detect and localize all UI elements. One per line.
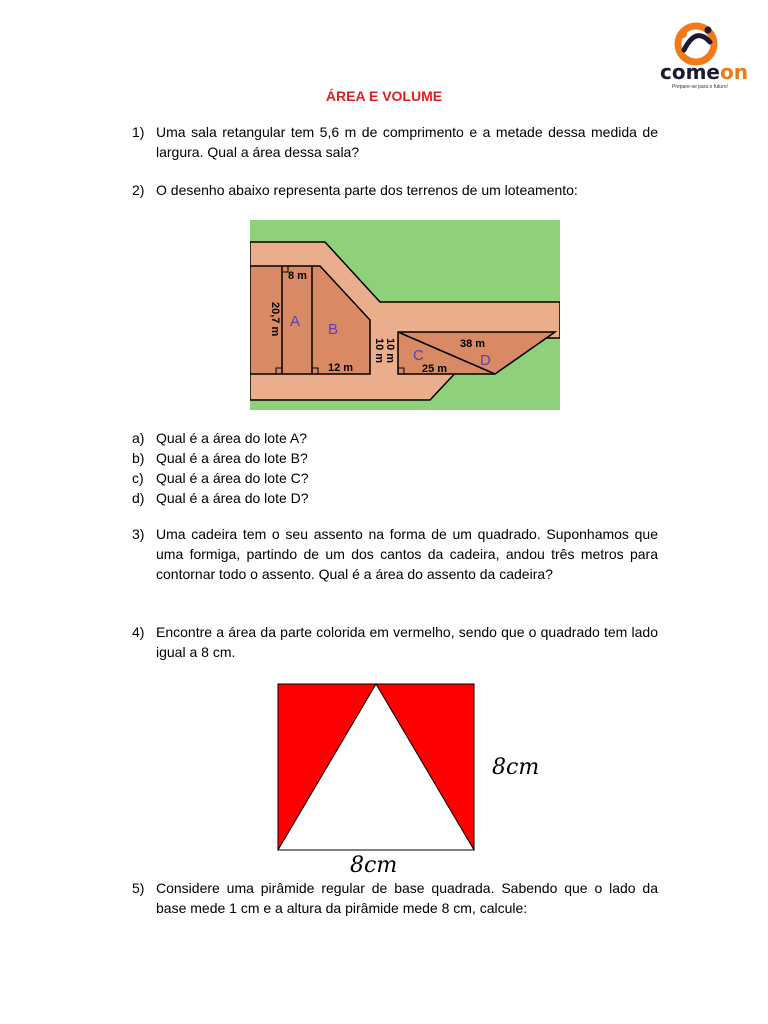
question-2 xyxy=(132,180,658,200)
dim-base-c: 25 m xyxy=(422,363,448,375)
question-5 xyxy=(132,878,658,918)
side-label: 8cm xyxy=(492,755,540,780)
question-number: 1) xyxy=(132,124,145,140)
base-label: 8cm xyxy=(350,853,398,878)
question-text: O desenho abaixo representa parte dos terrenos de um loteamento: xyxy=(156,182,578,198)
question-3 xyxy=(132,524,658,584)
question-number: 2) xyxy=(132,182,145,198)
subquestion-text: Qual é a área do lote C? xyxy=(156,470,309,486)
question-number: 5) xyxy=(132,880,145,896)
subquestion-b xyxy=(132,448,308,468)
lot-label-c: C xyxy=(413,347,424,364)
dim-top-d: 38 m xyxy=(460,338,486,350)
subquestion-letter: d) xyxy=(132,490,145,506)
dim-gap-left: 10 m xyxy=(373,338,385,364)
page-title: ÁREA E VOLUME xyxy=(325,88,443,104)
dim-side-a: 20,7 m xyxy=(269,302,281,337)
subquestion-text: Qual é a área do lote D? xyxy=(156,490,309,506)
subquestion-text: Qual é a área do lote B? xyxy=(156,450,308,466)
subquestion-text: Qual é a área do lote A? xyxy=(156,430,307,446)
subquestion-c xyxy=(132,468,309,488)
logo-tagline: Prepare-se para o futuro! xyxy=(672,84,728,90)
subquestion-a xyxy=(132,428,307,448)
subquestion-d xyxy=(132,488,309,508)
dim-base-b: 12 m xyxy=(328,362,354,374)
subquestion-letter: a) xyxy=(132,430,145,446)
dim-top-a: 8 m xyxy=(288,270,307,282)
logo-wordmark: comeon xyxy=(660,60,748,84)
lots-figure xyxy=(250,220,560,410)
question-4 xyxy=(132,622,658,662)
question-text: Encontre a área da parte colorida em vermelho, sendo que o quadrado tem lado igual a 8 cm. xyxy=(156,624,658,660)
question-text: Uma sala retangular tem 5,6 m de comprimento e a metade dessa medida de largura. Qual a área dessa sala? xyxy=(156,124,658,160)
question-number: 4) xyxy=(132,624,145,640)
dim-gap-right: 10 m xyxy=(384,338,396,364)
square-figure xyxy=(270,680,550,880)
question-1 xyxy=(132,122,658,162)
question-text: Uma cadeira tem o seu assento na forma de um quadrado. Suponhamos que uma formiga, partindo de um dos cantos da cadeira, andou três metros para contornar todo o assento. Qual é a área do assento da cadeira? xyxy=(156,526,658,582)
lot-label-d: D xyxy=(480,352,491,369)
subquestion-letter: c) xyxy=(132,470,144,486)
question-text: Considere uma pirâmide regular de base quadrada. Sabendo que o lado da base mede 1 cm e a altura da pirâmide mede 8 cm, calcule: xyxy=(156,880,658,916)
question-number: 3) xyxy=(132,526,145,542)
lot-label-b: B xyxy=(328,321,339,338)
lot-label-a: A xyxy=(290,313,301,330)
subquestion-letter: b) xyxy=(132,450,145,466)
